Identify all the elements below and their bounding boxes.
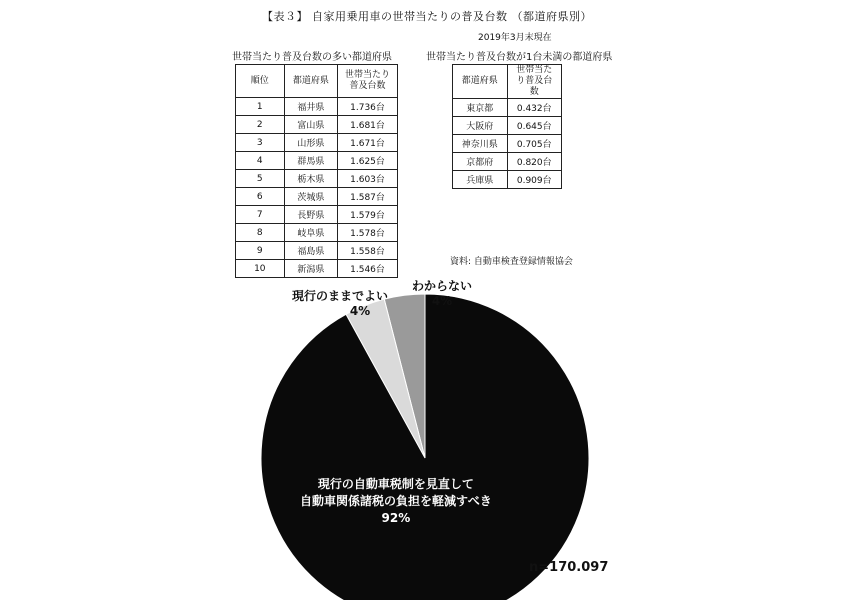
table-cell: 4 <box>236 152 285 170</box>
slice-label-text: わからない <box>412 279 473 293</box>
table-cell: 1.681台 <box>338 116 398 134</box>
table-cell: 1.603台 <box>338 170 398 188</box>
table-cell: 1.579台 <box>338 206 398 224</box>
slice-percent: 92% <box>381 511 411 525</box>
slice-label-dont-know <box>412 277 472 308</box>
sample-size: n=170.097 <box>529 560 609 575</box>
table-cell: 7 <box>236 206 285 224</box>
slice-percent: 4% <box>349 304 371 318</box>
pie-slice-2 <box>261 294 589 600</box>
table-cell: 1.578台 <box>338 224 398 242</box>
table-cell: 神奈川県 <box>453 135 508 153</box>
slice-label-text: 現行のままでよい <box>292 289 389 303</box>
table-cell: 長野県 <box>284 206 337 224</box>
table-cell: 2 <box>236 116 285 134</box>
table-cell: 1.587台 <box>338 188 398 206</box>
table-cell: 群馬県 <box>284 152 337 170</box>
table-cell: 6 <box>236 188 285 206</box>
table-cell: 富山県 <box>284 116 337 134</box>
table-cell: 新潟県 <box>284 260 337 278</box>
table-cell: 0.645台 <box>507 117 562 135</box>
slice-label-keep-current <box>292 287 388 318</box>
table-cell: 栃木県 <box>284 170 337 188</box>
slice-percent: 4% <box>431 294 453 308</box>
slice-label-line: 現行の自動車税制を見直して <box>317 477 474 491</box>
table-cell: 京都府 <box>453 153 508 171</box>
table-cell: 山形県 <box>284 134 337 152</box>
table-cell: 東京都 <box>453 99 508 117</box>
slice-label-reduce-burden <box>300 476 492 527</box>
table-cell: 1.625台 <box>338 152 398 170</box>
table-cell: 5 <box>236 170 285 188</box>
source-note: 資料: 自動車検査登録情報協会 <box>450 257 573 267</box>
table-cell: 岐阜県 <box>284 224 337 242</box>
table-cell: 1.736台 <box>338 98 398 116</box>
table-cell: 3 <box>236 134 285 152</box>
header-cars-per-household: 世帯当たり普及台数 <box>338 65 398 98</box>
as-of-date: 2019年3月末現在 <box>478 33 552 43</box>
table-cell: 茨城県 <box>284 188 337 206</box>
header-prefecture: 都道府県 <box>453 65 508 99</box>
table-cell: 0.705台 <box>507 135 562 153</box>
table-cell: 兵庫県 <box>453 171 508 189</box>
header-prefecture: 都道府県 <box>284 65 337 98</box>
table-cell: 1 <box>236 98 285 116</box>
table-cell: 0.909台 <box>507 171 562 189</box>
table-cell: 0.432台 <box>507 99 562 117</box>
table-cell: 福島県 <box>284 242 337 260</box>
header-rank: 順位 <box>236 65 285 98</box>
table-cell: 大阪府 <box>453 117 508 135</box>
table-cell: 1.546台 <box>338 260 398 278</box>
table-cell: 1.671台 <box>338 134 398 152</box>
slice-label-line: 自動車関係諸税の負担を軽減すべき <box>300 494 492 508</box>
table-cell: 1.558台 <box>338 242 398 260</box>
table-cell: 10 <box>236 260 285 278</box>
table-cell: 8 <box>236 224 285 242</box>
low-table-caption: 世帯当たり普及台数が1台未満の都道府県 <box>426 52 613 63</box>
header-cars-per-household: 世帯当たり普及台数 <box>507 65 562 99</box>
table-cell: 0.820台 <box>507 153 562 171</box>
table-cell: 福井県 <box>284 98 337 116</box>
table-cell: 9 <box>236 242 285 260</box>
top-table-caption: 世帯当たり普及台数の多い都道府県 <box>232 52 392 63</box>
figure-title: 【表３】 自家用乗用車の世帯当たりの普及台数 （都道府県別） <box>262 10 592 23</box>
